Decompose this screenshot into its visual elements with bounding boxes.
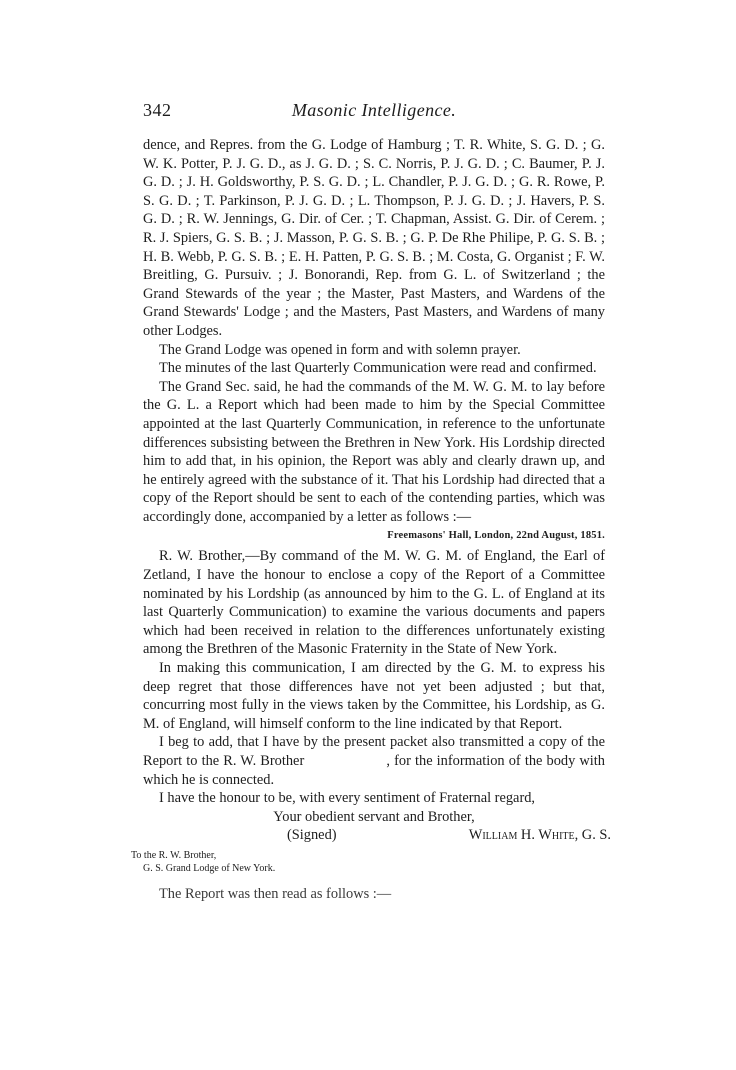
opening-paragraph: The Grand Lodge was opened in form and with solemn prayer. [159,341,521,358]
signed-label: (Signed) [287,827,337,844]
page-number: 342 [143,100,172,120]
signed-name: William H. White, G. S. [468,827,611,844]
minutes-paragraph: The minutes of the last Quarterly Communication were read and confirmed. [159,360,597,377]
letter-address [131,849,605,875]
address-line-1: To the R. W. Brother, [131,850,217,862]
page [131,100,611,918]
letter-servant-line: Your obedient servant and Brother, [273,808,475,825]
letter-paragraph-1: R. W. Brother,—By command of the M. W. G. M. of England, the Earl of Zetland, I have the honour to enclose a copy of the Report of a Committee nominated by his Lordship (as announced by him to the G. L. of England at its last Quarterly Communication) to examine the various documents and papers which had been received in relation to the differences unfortunately existing among the Brethren of the Masonic Fraternity in the State of New York. [143,548,605,658]
letter-paragraph-2: In making this communication, I am directed by the G. M. to express his deep regret that those differences have not yet been adjusted ; but that, concurring most fully in the views taken by the Committee, his Lordship, as G. M. of England, will himself conform to the line indicated by that Report. [143,660,605,732]
attendance-paragraph: dence, and Repres. from the G. Lodge of Hamburg ; T. R. White, S. G. D. ; G. W. K. Potter, P. J. G. D., as J. G. D. ; S. C. Norris, P. J. G. D. ; C. Baumer, P. J. G. D. ; J. H. Goldsworthy, P. S. G. D. ; L. Chandler, P. J. G. D. ; G. R. Rowe, P. S. G. D. ; T. Parkinson, P. J. G. D. ; L. Thompson, P. J. G. D. ; J. Havers, P. S. G. D. ; R. W. Jennings, G. Dir. of Cer. ; T. Chapman, Assist. G. Dir. of Cerem. ; R. J. Spiers, G. S. B. ; J. Masson, P. G. S. B. ; G. P. De Rhe Philipe, P. G. S. B. ; H. B. Webb, P. G. S. B. ; E. H. Patten, P. G. S. B. ; M. Costa, G. Organist ; F. W. Breitling, G. Pursuiv. ; J. Bonorandi, Rep. from G. L. of Switzerland ; the Grand Stewards of the year ; the Master, Past Masters, and Wardens of the Grand Stewards' Lodge ; and the Masters, Past Masters, and Wardens of many other Lodges. [143,137,605,339]
page-header [143,100,605,124]
address-line-2: G. S. Grand Lodge of New York. [143,863,276,875]
letter-paragraph-4: I have the honour to be, with every sentiment of Fraternal regard, [159,790,536,807]
closing-line: The Report was then read as follows :— [159,886,392,903]
letter-dateline: Freemasons' Hall, London, 22nd August, 1851. [387,530,605,542]
running-title: Masonic Intelligence. [291,100,457,120]
letter-paragraph-3: I beg to add, that I have by the present packet also transmitted a copy of the Report to the R. W. Brother , for the information of the body with which he is connected. [143,734,609,788]
signature-line [143,826,611,845]
report-paragraph: The Grand Sec. said, he had the commands of the M. W. G. M. to lay before the G. L. a Report which had been made to him by the Special Committee appointed at the last Quarterly Communication, in reference to the unfortunate differences subsisting between the Brethren in New York. His Lordship directed him to add that, in his opinion, the Report was ably and clearly drawn up, and he entirely agreed with the substance of it. That his Lordship had directed that a copy of the Report should be sent to each of the contending parties, which was accordingly done, accompanied by a letter as follows :— [143,378,605,525]
